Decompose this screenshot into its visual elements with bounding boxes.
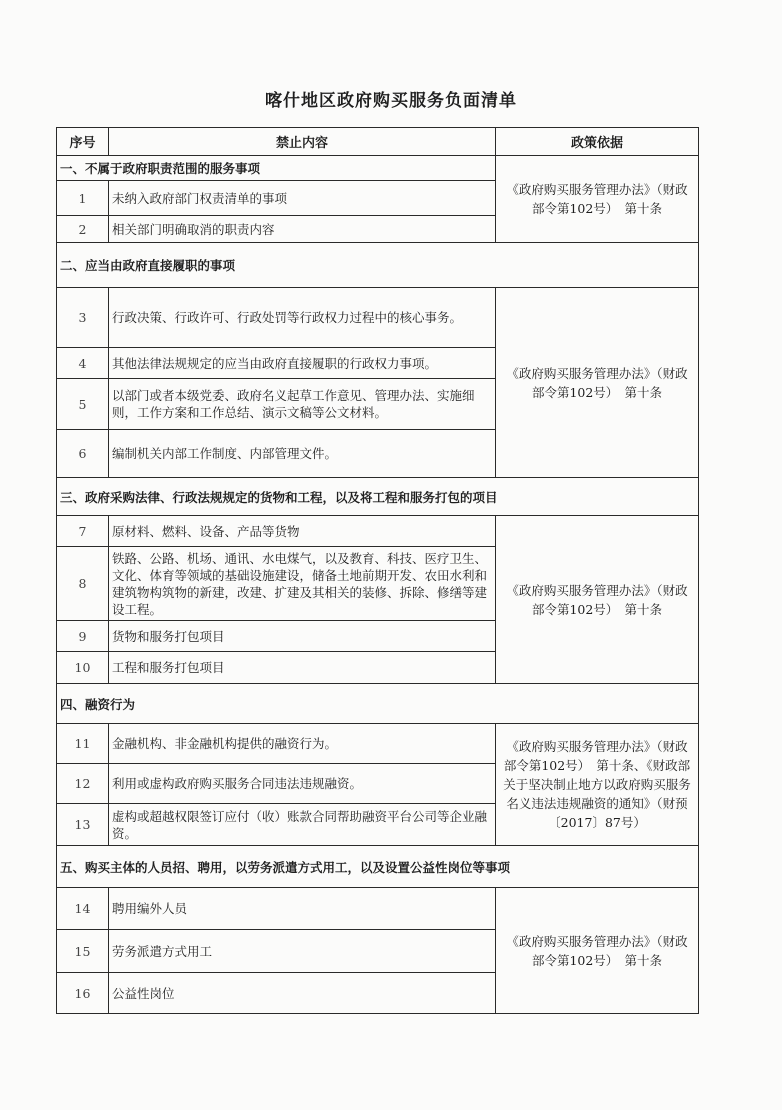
row-number: 1 <box>57 181 109 216</box>
row-content: 货物和服务打包项目 <box>109 621 496 652</box>
row-content: 聘用编外人员 <box>109 888 496 930</box>
section-row <box>57 684 699 724</box>
page-title: 喀什地区政府购买服务负面清单 <box>265 91 517 111</box>
row-content: 铁路、公路、机场、通讯、水电煤气，以及教育、科技、医疗卫生、文化、体育等领域的基础设施建设，储备土地前期开发、农田水利和建筑物构筑物的新建，改建、扩建及其相关的装修、拆除、修缮等建设工程。 <box>109 547 496 621</box>
table-row <box>57 516 699 547</box>
row-number: 2 <box>57 216 109 243</box>
section-heading: 四、融资行为 <box>57 684 699 724</box>
row-content: 未纳入政府部门权责清单的事项 <box>109 181 496 216</box>
section-heading: 二、应当由政府直接履职的事项 <box>57 243 699 288</box>
section-row <box>57 846 699 888</box>
section-row <box>57 156 699 181</box>
negative-list-table <box>56 127 699 1014</box>
row-content: 公益性岗位 <box>109 973 496 1014</box>
row-number: 16 <box>57 973 109 1014</box>
policy-basis: 《政府购买服务管理办法》（财政部令第102号） 第十条、《财政部关于坚决制止地方以政府购买服务名义违法违规融资的通知》（财预〔2017〕87号） <box>496 724 699 846</box>
table-row <box>57 724 699 764</box>
row-number: 7 <box>57 516 109 547</box>
row-content: 其他法律法规规定的应当由政府直接履职的行政权力事项。 <box>109 348 496 379</box>
row-number: 3 <box>57 288 109 348</box>
row-number: 8 <box>57 547 109 621</box>
row-number: 9 <box>57 621 109 652</box>
row-content: 原材料、燃料、设备、产品等货物 <box>109 516 496 547</box>
row-content: 工程和服务打包项目 <box>109 652 496 684</box>
row-number: 15 <box>57 930 109 973</box>
row-number: 14 <box>57 888 109 930</box>
section-heading: 五、购买主体的人员招、聘用，以劳务派遣方式用工，以及设置公益性岗位等事项 <box>57 846 699 888</box>
policy-basis: 《政府购买服务管理办法》（财政部令第102号） 第十条 <box>496 288 699 478</box>
row-number: 11 <box>57 724 109 764</box>
header-content: 禁止内容 <box>109 128 496 156</box>
row-number: 12 <box>57 764 109 804</box>
row-content: 行政决策、行政许可、行政处罚等行政权力过程中的核心事务。 <box>109 288 496 348</box>
policy-basis: 《政府购买服务管理办法》（财政部令第102号） 第十条 <box>496 888 699 1014</box>
row-content: 虚构或超越权限签订应付（收）账款合同帮助融资平台公司等企业融资。 <box>109 804 496 846</box>
row-number: 6 <box>57 430 109 478</box>
row-content: 相关部门明确取消的职责内容 <box>109 216 496 243</box>
row-number: 10 <box>57 652 109 684</box>
table-row <box>57 288 699 348</box>
header-row <box>57 128 699 156</box>
section-row <box>57 243 699 288</box>
row-content: 以部门或者本级党委、政府名义起草工作意见、管理办法、实施细则，工作方案和工作总结、演示文稿等公文材料。 <box>109 379 496 430</box>
header-basis: 政策依据 <box>496 128 699 156</box>
row-content: 编制机关内部工作制度、内部管理文件。 <box>109 430 496 478</box>
section-row <box>57 478 699 516</box>
row-content: 金融机构、非金融机构提供的融资行为。 <box>109 724 496 764</box>
section-heading: 一、不属于政府职责范围的服务事项 <box>57 156 496 181</box>
row-number: 13 <box>57 804 109 846</box>
header-no: 序号 <box>57 128 109 156</box>
section-heading: 三、政府采购法律、行政法规规定的货物和工程，以及将工程和服务打包的项目 <box>57 478 699 516</box>
row-number: 5 <box>57 379 109 430</box>
policy-basis: 《政府购买服务管理办法》（财政部令第102号） 第十条 <box>496 156 699 243</box>
row-number: 4 <box>57 348 109 379</box>
policy-basis: 《政府购买服务管理办法》（财政部令第102号） 第十条 <box>496 516 699 684</box>
row-content: 利用或虚构政府购买服务合同违法违规融资。 <box>109 764 496 804</box>
table-row <box>57 888 699 930</box>
row-content: 劳务派遣方式用工 <box>109 930 496 973</box>
